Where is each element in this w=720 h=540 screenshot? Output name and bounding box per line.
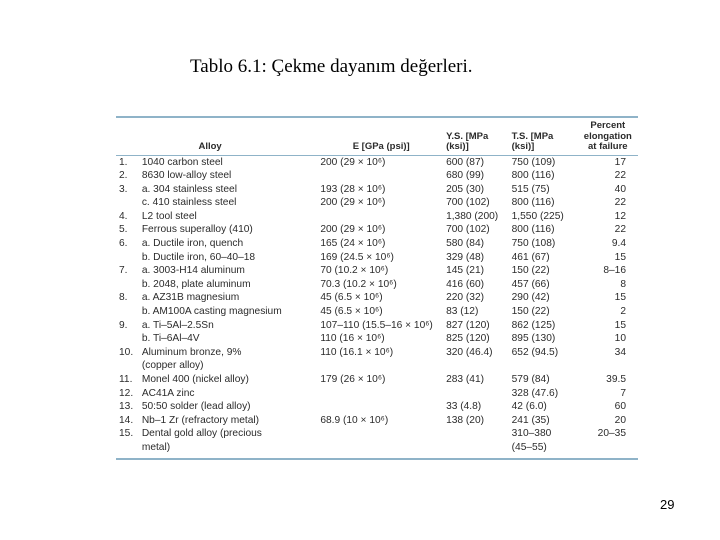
alloy-name-cell: b. 2048, plate aluminum — [141, 278, 251, 290]
table-bottom-rule — [116, 458, 638, 460]
yield-strength-cell: 283 (41) — [446, 374, 485, 385]
alloy-name-cell: a. AZ31B magnesium — [141, 292, 240, 304]
alloy-name-cell: Monel 400 (nickel alloy) — [141, 374, 249, 385]
table-row — [116, 278, 638, 292]
alloy-name-cell: b. AM100A casting magnesium — [141, 306, 282, 318]
percent-elongation-cell: 2 — [620, 306, 626, 318]
data-table-container — [116, 116, 638, 460]
row-number-cell — [116, 251, 140, 265]
percent-elongation-cell: 10 — [614, 333, 626, 345]
yield-strength-cell — [444, 441, 510, 455]
row-number-cell: 12. — [119, 387, 134, 399]
yield-strength-cell: 1,380 (200) — [446, 210, 499, 222]
tensile-strength-cell: 290 (42) — [511, 292, 550, 304]
alloy-name-cell: a. Ti–5Al–2.5Sn — [141, 319, 214, 331]
percent-elongation-cell: 12 — [614, 210, 626, 222]
table-body — [116, 155, 638, 455]
tensile-strength-cell: 579 (84) — [511, 374, 550, 385]
yield-strength-cell: 700 (102) — [446, 224, 490, 236]
percent-elongation-cell — [578, 441, 638, 455]
yield-strength-cell — [444, 359, 510, 373]
percent-elongation-cell: 34 — [614, 346, 626, 358]
percent-elongation-cell: 20 — [614, 414, 626, 426]
tensile-strength-cell: 42 (6.0) — [511, 401, 547, 413]
table-row — [116, 359, 638, 373]
table-row — [116, 427, 638, 441]
table-row — [116, 332, 638, 346]
alloy-name-cell: Ferrous superalloy (410) — [141, 224, 253, 236]
row-number-cell: 4. — [119, 210, 128, 222]
table-row — [116, 196, 638, 210]
alloy-name-cell: Nb–1 Zr (refractory metal) — [141, 414, 260, 426]
row-number-cell — [116, 305, 140, 319]
elastic-modulus-cell: 200 (29 × 10⁶) — [320, 197, 386, 209]
table-row — [116, 264, 638, 278]
elastic-modulus-cell — [318, 359, 444, 373]
row-number-cell — [116, 359, 140, 373]
table-row — [116, 183, 638, 197]
alloy-name-cell: (copper alloy) — [141, 360, 204, 372]
tensile-strength-cell: 515 (75) — [511, 183, 550, 195]
percent-elongation-cell: 22 — [614, 197, 626, 209]
elastic-modulus-cell: 107–110 (15.5–16 × 10⁶) — [320, 319, 433, 331]
table-row — [116, 373, 638, 387]
row-number-cell: 11. — [119, 374, 133, 385]
row-number-cell: 14. — [119, 414, 134, 426]
tensile-strength-cell: 800 (116) — [511, 197, 555, 209]
table-row — [116, 305, 638, 319]
alloy-name-cell: c. 410 stainless steel — [141, 197, 237, 209]
table-caption: Tablo 6.1: Çekme dayanım değerleri. — [190, 56, 473, 77]
tensile-strength-table — [116, 118, 638, 455]
yield-strength-cell: 329 (48) — [446, 251, 485, 263]
table-row — [116, 251, 638, 265]
tensile-strength-cell: 461 (67) — [511, 251, 550, 263]
elastic-modulus-cell — [318, 400, 444, 414]
row-number-cell: 15. — [119, 428, 134, 440]
elastic-modulus-cell: 200 (29 × 10⁶) — [320, 156, 386, 168]
percent-elongation-cell: 22 — [614, 224, 626, 236]
elastic-modulus-cell — [318, 169, 444, 183]
header-alloy: Alloy — [198, 141, 222, 152]
yield-strength-cell: 83 (12) — [446, 306, 479, 318]
row-number-cell: 10. — [119, 346, 134, 358]
tensile-strength-cell: 652 (94.5) — [511, 346, 559, 358]
yield-strength-cell: 580 (84) — [446, 238, 485, 250]
yield-strength-cell: 825 (120) — [446, 333, 490, 345]
percent-elongation-cell — [578, 359, 638, 373]
tensile-strength-cell: 457 (66) — [511, 278, 550, 290]
tensile-strength-cell — [510, 359, 578, 373]
alloy-name-cell: L2 tool steel — [141, 210, 197, 222]
row-number-cell: 6. — [119, 238, 128, 250]
header-number — [116, 118, 140, 155]
row-number-cell: 7. — [119, 265, 128, 277]
row-number-cell: 5. — [119, 224, 128, 236]
tensile-strength-cell: 328 (47.6) — [511, 387, 559, 399]
alloy-name-cell: AC41A zinc — [141, 387, 195, 399]
alloy-name-cell: Aluminum bronze, 9% — [141, 346, 242, 358]
table-row — [116, 155, 638, 169]
percent-elongation-cell: 8–16 — [603, 265, 626, 277]
elastic-modulus-cell: 179 (26 × 10⁶) — [320, 374, 386, 385]
elastic-modulus-cell: 110 (16 × 10⁶) — [320, 333, 385, 345]
table-row — [116, 291, 638, 305]
row-number-cell: 3. — [119, 183, 128, 195]
table-row — [116, 387, 638, 401]
tensile-strength-cell: 800 (116) — [511, 170, 555, 182]
row-number-cell — [116, 441, 140, 455]
alloy-name-cell: Dental gold alloy (precious — [141, 428, 262, 440]
tensile-strength-cell: 800 (116) — [511, 224, 555, 236]
tensile-strength-cell: 750 (109) — [511, 156, 556, 168]
table-header-row — [116, 118, 638, 155]
row-number-cell — [116, 332, 140, 346]
yield-strength-cell: 320 (46.4) — [446, 346, 493, 358]
tensile-strength-cell: 1,550 (225) — [511, 210, 564, 222]
header-tensile-strength: T.S. [MPa (ksi)] — [511, 130, 554, 152]
elastic-modulus-cell: 165 (24 × 10⁶) — [320, 238, 386, 250]
elastic-modulus-cell: 68.9 (10 × 10⁶) — [320, 414, 389, 426]
yield-strength-cell — [444, 427, 510, 441]
alloy-name-cell: a. 3003-H14 aluminum — [141, 265, 245, 277]
tensile-strength-cell: 150 (22) — [511, 265, 550, 277]
yield-strength-cell: 145 (21) — [446, 265, 485, 277]
elastic-modulus-cell: 200 (29 × 10⁶) — [320, 224, 386, 236]
header-elastic-modulus: E [GPa (psi)] — [352, 141, 410, 152]
percent-elongation-cell: 20–35 — [597, 428, 626, 440]
percent-elongation-cell: 15 — [614, 251, 626, 263]
alloy-name-cell: b. Ductile iron, 60–40–18 — [141, 251, 256, 263]
header-yield-strength: Y.S. [MPa (ksi)] — [446, 130, 489, 152]
yield-strength-cell: 220 (32) — [446, 292, 485, 304]
elastic-modulus-cell: 45 (6.5 × 10⁶) — [320, 292, 383, 304]
table-row — [116, 414, 638, 428]
percent-elongation-cell: 8 — [620, 278, 626, 290]
table-row — [116, 237, 638, 251]
alloy-name-cell: metal) — [141, 441, 171, 453]
yield-strength-cell: 416 (60) — [446, 278, 485, 290]
elastic-modulus-cell — [318, 427, 444, 441]
alloy-name-cell: 1040 carbon steel — [141, 156, 223, 168]
row-number-cell — [116, 196, 140, 210]
alloy-name-cell: 50:50 solder (lead alloy) — [141, 401, 251, 413]
elastic-modulus-cell: 70.3 (10.2 × 10⁶) — [320, 278, 397, 290]
tensile-strength-cell: 150 (22) — [511, 306, 550, 318]
yield-strength-cell: 680 (99) — [446, 170, 485, 182]
elastic-modulus-cell — [318, 210, 444, 224]
page-number: 29 — [660, 497, 675, 512]
alloy-name-cell: 8630 low-alloy steel — [141, 170, 232, 182]
row-number-cell: 8. — [119, 292, 128, 304]
table-row — [116, 400, 638, 414]
alloy-name-cell: b. Ti–6Al–4V — [141, 333, 200, 345]
table-row — [116, 169, 638, 183]
elastic-modulus-cell: 193 (28 × 10⁶) — [320, 183, 386, 195]
percent-elongation-cell: 7 — [620, 387, 626, 399]
row-number-cell — [116, 278, 140, 292]
table-row — [116, 441, 638, 455]
tensile-strength-cell: (45–55) — [511, 441, 547, 453]
yield-strength-cell: 33 (4.8) — [446, 401, 482, 413]
elastic-modulus-cell: 70 (10.2 × 10⁶) — [320, 265, 389, 277]
alloy-name-cell: a. Ductile iron, quench — [141, 238, 244, 250]
table-row — [116, 346, 638, 360]
row-number-cell: 1. — [119, 156, 128, 168]
yield-strength-cell: 138 (20) — [446, 414, 485, 426]
yield-strength-cell: 827 (120) — [446, 319, 490, 331]
elastic-modulus-cell: 45 (6.5 × 10⁶) — [320, 306, 383, 318]
percent-elongation-cell: 60 — [614, 401, 626, 413]
tensile-strength-cell: 895 (130) — [511, 333, 556, 345]
percent-elongation-cell: 15 — [614, 292, 626, 304]
yield-strength-cell: 600 (87) — [446, 156, 485, 168]
percent-elongation-cell: 40 — [614, 183, 626, 195]
percent-elongation-cell: 9.4 — [611, 238, 626, 250]
table-row — [116, 223, 638, 237]
row-number-cell: 2. — [119, 170, 128, 182]
row-number-cell: 9. — [119, 319, 128, 331]
yield-strength-cell: 205 (30) — [446, 183, 485, 195]
percent-elongation-cell: 22 — [614, 170, 626, 182]
percent-elongation-cell: 15 — [614, 319, 626, 331]
elastic-modulus-cell — [318, 441, 444, 455]
tensile-strength-cell: 750 (108) — [511, 238, 556, 250]
alloy-name-cell: a. 304 stainless steel — [141, 183, 237, 195]
percent-elongation-cell: 39.5 — [606, 374, 626, 385]
tensile-strength-cell: 310–380 — [511, 428, 552, 440]
header-percent-elongation: Percent elongation at failure — [583, 120, 632, 152]
table-row — [116, 210, 638, 224]
tensile-strength-cell: 862 (125) — [511, 319, 556, 331]
elastic-modulus-cell — [318, 387, 444, 401]
elastic-modulus-cell: 169 (24.5 × 10⁶) — [320, 251, 394, 263]
yield-strength-cell — [444, 387, 510, 401]
percent-elongation-cell: 17 — [614, 156, 626, 168]
row-number-cell: 13. — [119, 401, 134, 413]
yield-strength-cell: 700 (102) — [446, 197, 490, 209]
table-row — [116, 319, 638, 333]
elastic-modulus-cell: 110 (16.1 × 10⁶) — [320, 346, 394, 358]
tensile-strength-cell: 241 (35) — [511, 414, 550, 426]
